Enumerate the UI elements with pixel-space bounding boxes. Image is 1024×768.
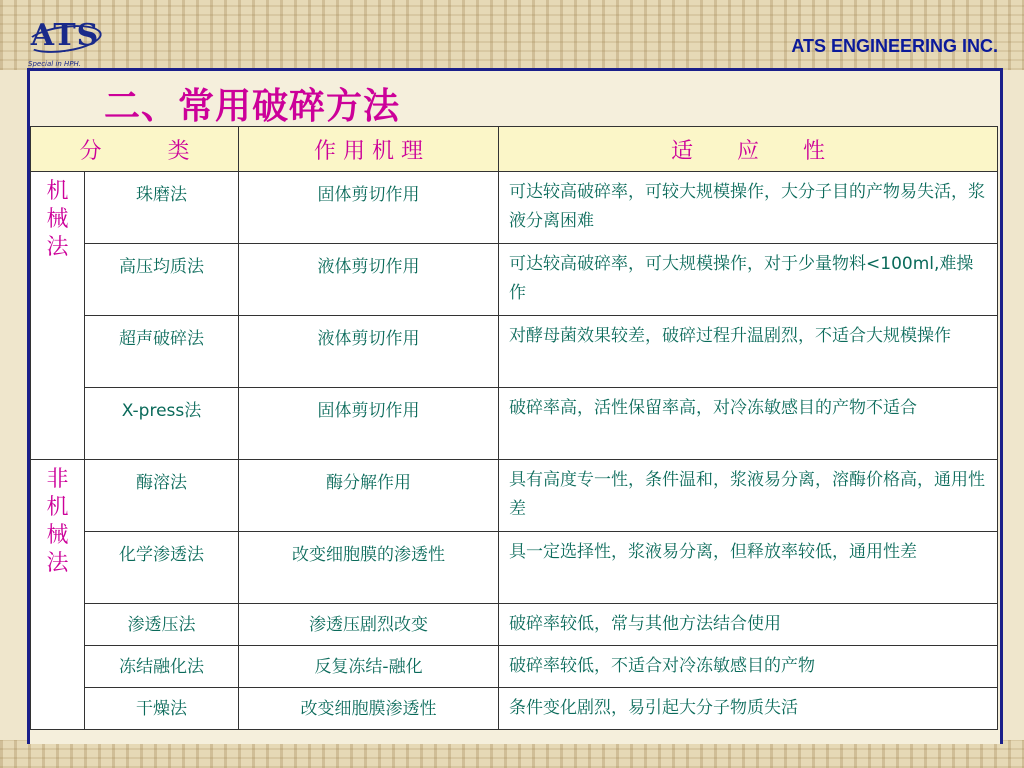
group-label-nonmechanical: 非机械法 — [31, 460, 85, 730]
logo-text: ATS — [30, 18, 100, 53]
suitability-cell: 条件变化剧烈，易引起大分子物质失活 — [499, 688, 998, 730]
suitability-cell: 可达较高破碎率，可较大规模操作，大分子目的产物易失活，浆液分离困难 — [499, 172, 998, 244]
table-row — [31, 388, 998, 460]
suitability-cell: 破碎率较低，不适合对冷冻敏感目的产物 — [499, 646, 998, 688]
table-row — [31, 688, 998, 730]
mechanism-cell: 渗透压剧烈改变 — [239, 604, 499, 646]
mechanism-cell: 反复冻结-融化 — [239, 646, 499, 688]
table-row — [31, 460, 998, 532]
mechanism-cell: 固体剪切作用 — [239, 388, 499, 460]
company-name: ATS ENGINEERING INC. — [791, 36, 998, 56]
suitability-cell: 破碎率较低，常与其他方法结合使用 — [499, 604, 998, 646]
logo-tagline: Special in HPH. — [28, 60, 82, 68]
decorative-top-border — [0, 0, 1024, 70]
suitability-cell: 可达较高破碎率，可大规模操作，对于少量物料<100ml,难操作 — [499, 244, 998, 316]
company-logo — [12, 10, 100, 68]
header-mechanism: 作 用 机 理 — [239, 127, 499, 172]
header-suitability: 适 应 性 — [499, 127, 998, 172]
table-header-row — [31, 127, 998, 172]
mechanism-cell: 改变细胞膜的渗透性 — [239, 532, 499, 604]
methods-table — [30, 126, 998, 730]
mechanism-cell: 酶分解作用 — [239, 460, 499, 532]
suitability-cell: 具一定选择性，浆液易分离，但释放率较低，通用性差 — [499, 532, 998, 604]
method-cell: 酶溶法 — [85, 460, 239, 532]
method-cell: 珠磨法 — [85, 172, 239, 244]
method-cell: X-press法 — [85, 388, 239, 460]
table-row — [31, 646, 998, 688]
mechanism-cell: 液体剪切作用 — [239, 244, 499, 316]
table-row — [31, 604, 998, 646]
method-cell: 高压均质法 — [85, 244, 239, 316]
method-cell: 超声破碎法 — [85, 316, 239, 388]
suitability-cell: 破碎率高，活性保留率高，对冷冻敏感目的产物不适合 — [499, 388, 998, 460]
decorative-bottom-border — [0, 740, 1024, 768]
mechanism-cell: 液体剪切作用 — [239, 316, 499, 388]
header-category: 分 类 — [31, 127, 239, 172]
table-row — [31, 244, 998, 316]
method-cell: 渗透压法 — [85, 604, 239, 646]
method-cell: 冻结融化法 — [85, 646, 239, 688]
slide-title: 二、常用破碎方法 — [104, 86, 401, 127]
group-label-mechanical: 机械法 — [31, 172, 85, 460]
mechanism-cell: 固体剪切作用 — [239, 172, 499, 244]
method-cell: 干燥法 — [85, 688, 239, 730]
suitability-cell: 具有高度专一性，条件温和，浆液易分离，溶酶价格高，通用性差 — [499, 460, 998, 532]
mechanism-cell: 改变细胞膜渗透性 — [239, 688, 499, 730]
suitability-cell: 对酵母菌效果较差，破碎过程升温剧烈，不适合大规模操作 — [499, 316, 998, 388]
method-cell: 化学渗透法 — [85, 532, 239, 604]
table-row — [31, 532, 998, 604]
table-row — [31, 316, 998, 388]
table-row — [31, 172, 998, 244]
